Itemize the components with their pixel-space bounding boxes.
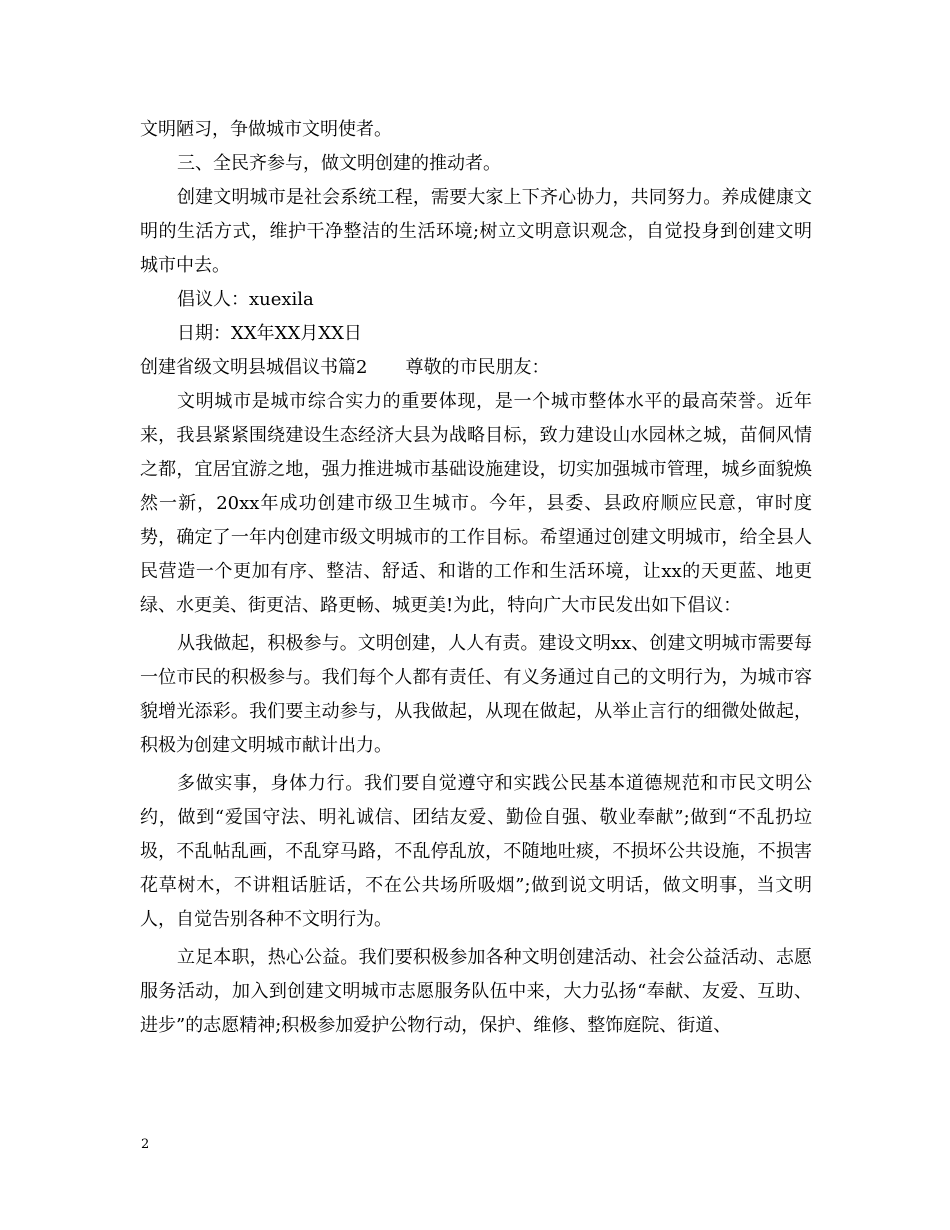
paragraph-practical-action: 多做实事，身体力行。我们要自觉遵守和实践公民基本道德规范和市民文明公约，做到“爱国守法、明礼诚信、团结友爱、勤俭自强、敬业奉献”;做到“不乱扔垃圾，不乱帖乱画，不乱穿马路，不乱停乱放，不随地吐痰，不损坏公共设施，不损害花草树木，不讲粗话脏话，不在公共场所吸烟”;做到说文明话，做文明事，当文明人，自觉告别各种不文明行为。 bbox=[140, 773, 812, 930]
article-heading bbox=[140, 351, 812, 385]
paragraph-start-from-me: 从我做起，积极参与。文明创建，人人有责。建设文明xx、创建文明城市需要每一位市民的积极参与。我们每个人都有责任、有义务通过自己的文明行为，为城市容貌增光添彩。我们要主动参与，从我做起，从现在做起，从举止言行的细微处做起，积极为创建文明城市献计出力。 bbox=[140, 633, 812, 756]
page-number: 2 bbox=[141, 1137, 150, 1152]
paragraph-introduction: 文明城市是城市综合实力的重要体现，是一个城市整体水平的最高荣誉。近年来，我县紧紧围绕建设生态经济大县为战略目标，致力建设山水园林之城，苗侗风情之都，宜居宜游之地，强力推进城市基础设施建设，切实加强城市管理，城乡面貌焕然一新，20xx年成功创建市级卫生城市。今年，县委、县政府顺应民意，审时度势，确定了一年内创建市级文明城市的工作目标。希望通过创建文明城市，给全县人民营造一个更加有序、整洁、舒适、和谐的工作和生活环境，让xx的天更蓝、地更绿、水更美、街更洁、路更畅、城更美!为此，特向广大市民发出如下倡议： bbox=[140, 391, 812, 616]
paragraph-continuation: 文明陋习，争做城市文明使者。 bbox=[140, 119, 392, 140]
salutation: 尊敬的市民朋友： bbox=[405, 357, 550, 378]
document-body bbox=[140, 113, 812, 1043]
article-title: 创建省级文明县城倡议书篇2 bbox=[140, 357, 368, 378]
paragraph-civilized-city: 创建文明城市是社会系统工程，需要大家上下齐心协力，共同努力。养成健康文明的生活方式，维护干净整洁的生活环境;树立文明意识观念，自觉投身到创建文明城市中去。 bbox=[140, 187, 812, 276]
section-heading-three: 三、全民齐参与，做文明创建的推动者。 bbox=[177, 153, 501, 174]
proposer-line: 倡议人：xuexila bbox=[177, 289, 314, 310]
paragraph-public-welfare: 立足本职，热心公益。我们要积极参加各种文明创建活动、社会公益活动、志愿服务活动，加入到创建文明城市志愿服务队伍中来，大力弘扬“奉献、友爱、互助、进步”的志愿精神;积极参加爱护公物行动，保护、维修、整饰庭院、街道、 bbox=[140, 947, 812, 1036]
date-line: 日期：XX年XX月XX日 bbox=[177, 323, 362, 344]
